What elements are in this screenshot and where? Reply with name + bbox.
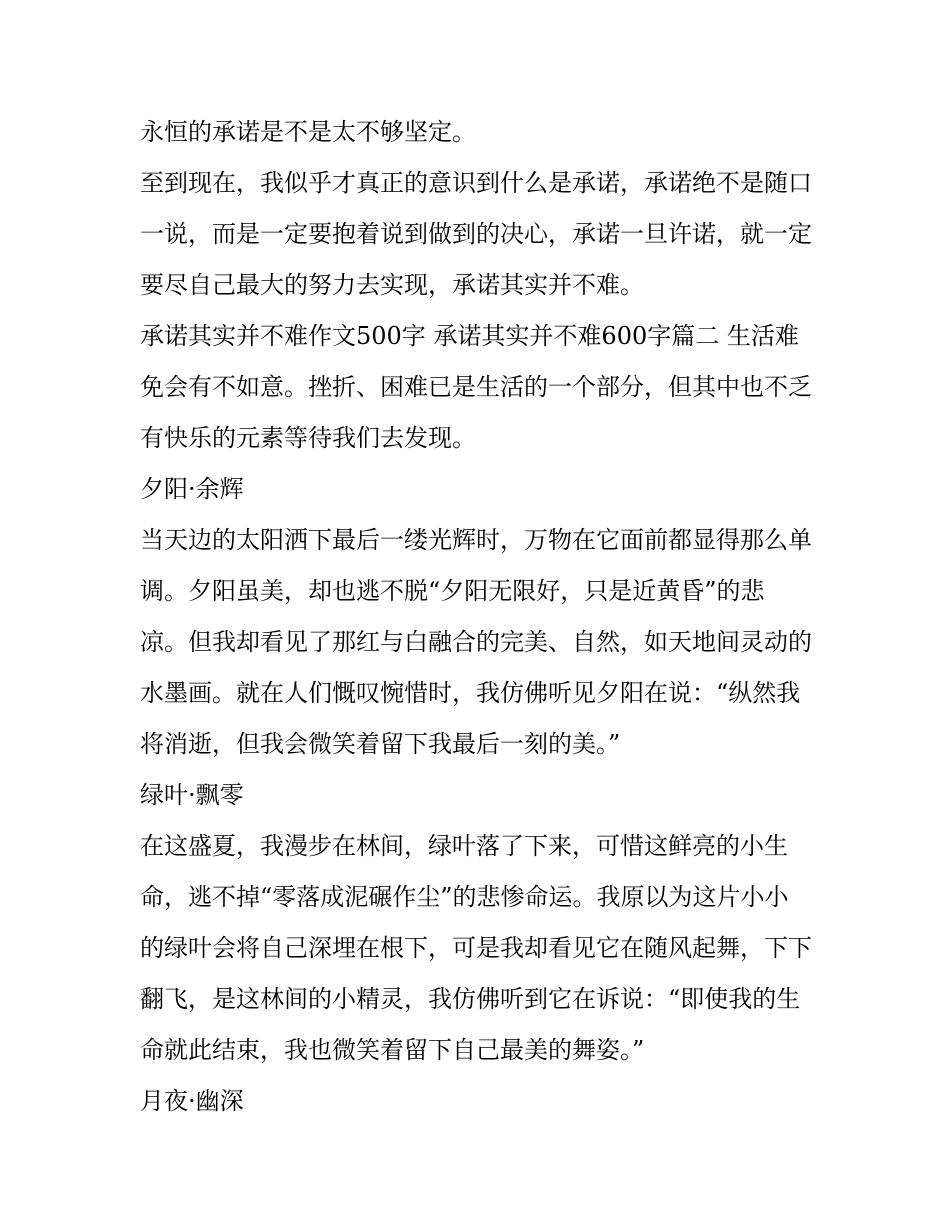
section-heading-green-leaf: 绿叶·飘零 bbox=[140, 781, 244, 809]
paragraph-sunset: 当天边的太阳洒下最后一缕光辉时，万物在它面前都显得那么单调。夕阳虽美，却也逃不脱“夕阳无限好，只是近黄昏”的悲凉。但我却看见了那红与白融合的完美、自然，如天地间灵动的水墨画。就在人们慨叹惋惜时，我仿佛听见夕阳在说：“纵然我将消逝，但我会微笑着留下我最后一刻的美。” bbox=[140, 526, 812, 758]
paragraph-promise-reflection: 至到现在，我似乎才真正的意识到什么是承诺，承诺绝不是随口一说，而是一定要抱着说到做到的决心，承诺一旦许诺，就一定要尽自己最大的努力去实现，承诺其实并不难。 bbox=[140, 169, 812, 299]
paragraph-essay-title-intro: 承诺其实并不难作文500字 承诺其实并不难600字篇二 生活难免会有不如意。挫折、困难已是生活的一个部分，但其中也不乏有快乐的元素等待我们去发现。 bbox=[140, 322, 812, 452]
section-heading-moon-night: 月夜·幽深 bbox=[140, 1087, 244, 1115]
paragraph-promise-end: 永恒的承诺是不是太不够坚定。 bbox=[140, 118, 476, 146]
section-heading-sunset: 夕阳·余辉 bbox=[140, 475, 244, 503]
document-body bbox=[140, 107, 812, 1127]
paragraph-green-leaf: 在这盛夏，我漫步在林间，绿叶落了下来，可惜这鲜亮的小生命，逃不掉“零落成泥碾作尘”的悲惨命运。我原以为这片小小的绿叶会将自己深埋在根下，可是我却看见它在随风起舞，下下翻飞，是这林间的小精灵，我仿佛听到它在诉说：“即使我的生命就此结束，我也微笑着留下自己最美的舞姿。” bbox=[140, 832, 812, 1064]
